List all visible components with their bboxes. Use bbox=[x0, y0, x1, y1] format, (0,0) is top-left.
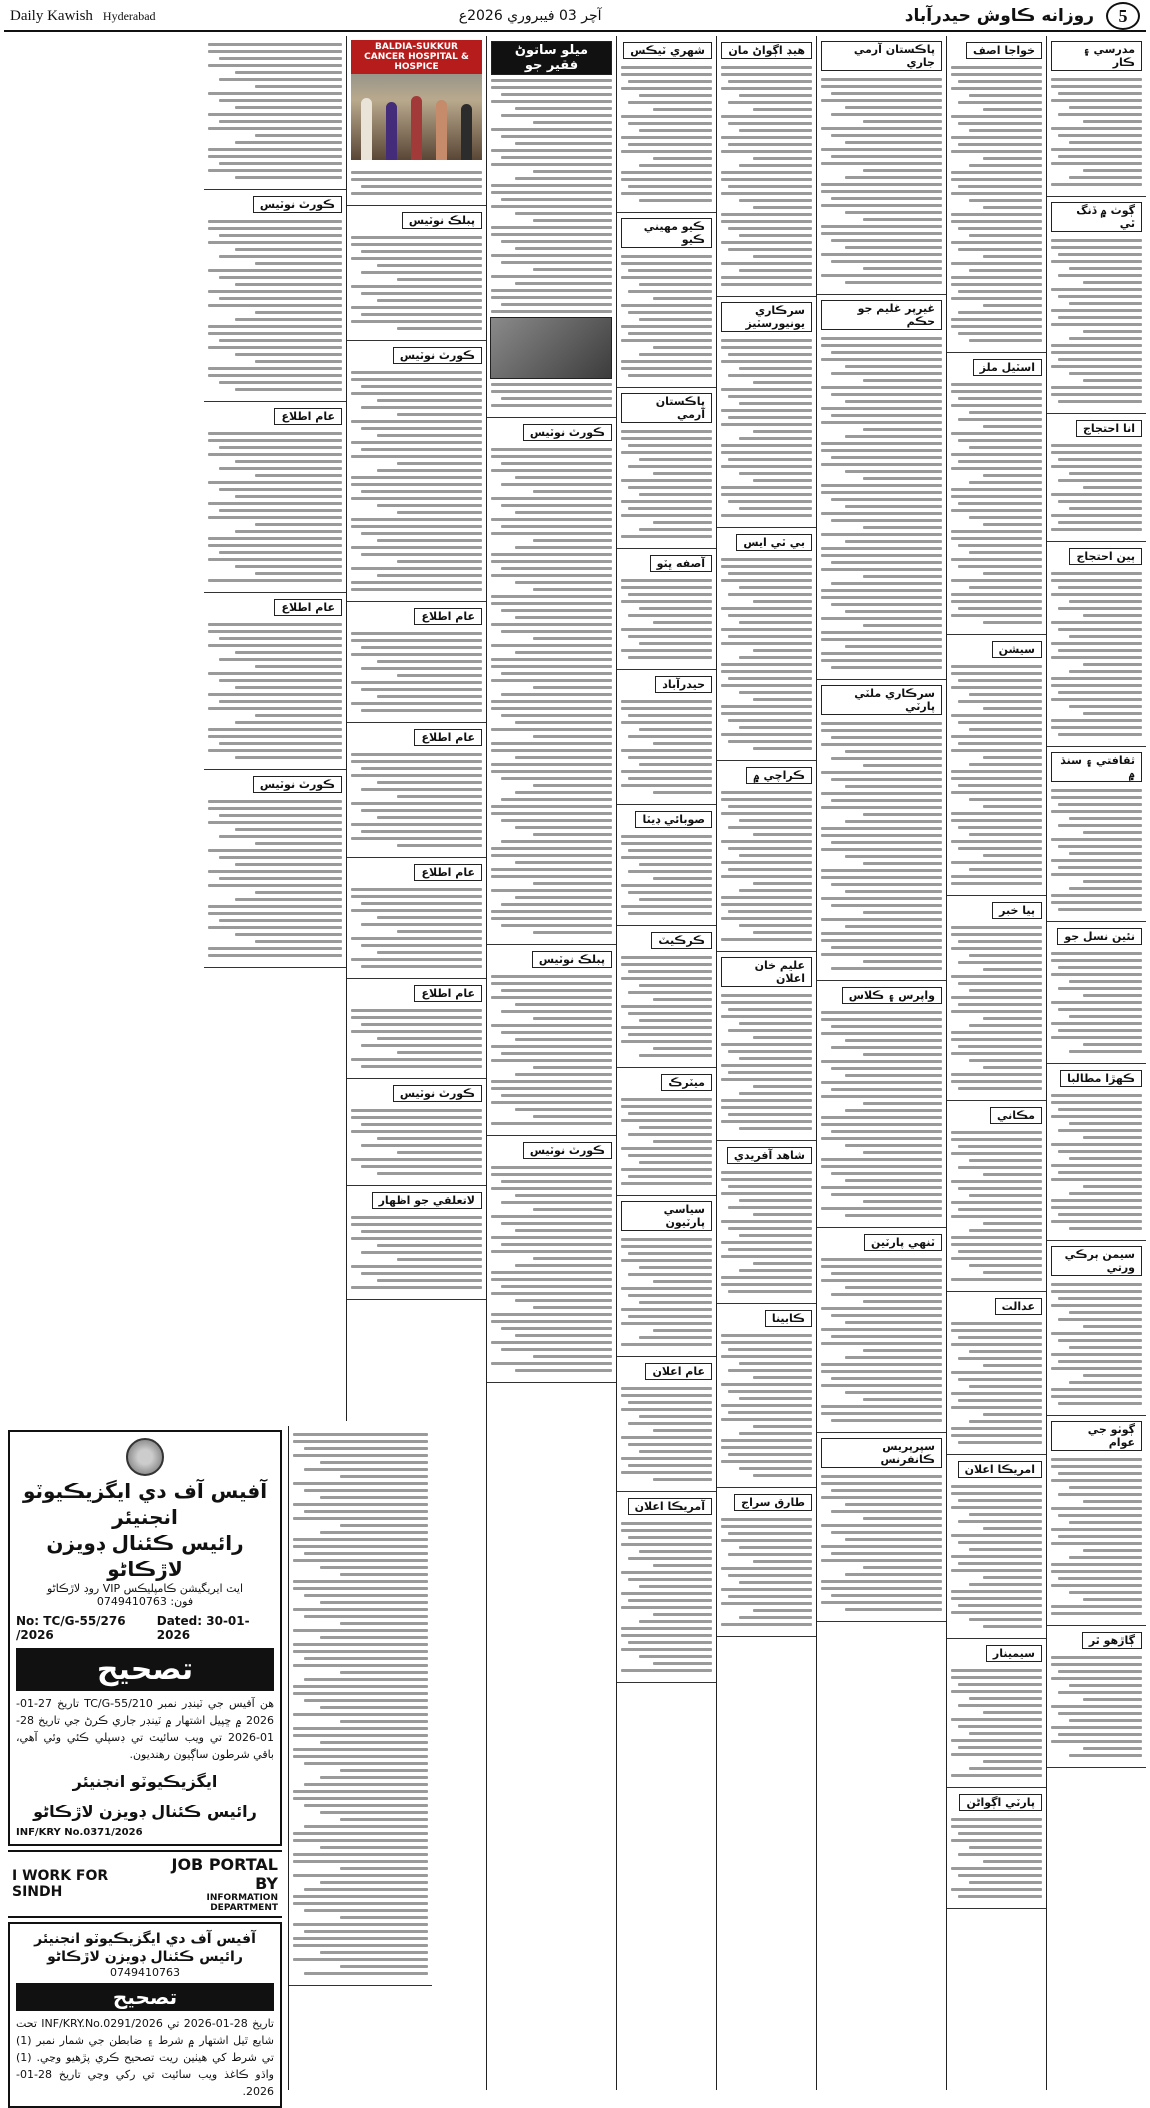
headline: ڪيو مهيني ڪيو bbox=[621, 218, 712, 248]
portal-left-text: I WORK FOR SINDH bbox=[12, 1868, 109, 1900]
headline: ڪورٽ نوٽيس bbox=[523, 1142, 612, 1159]
headline: ڪورٽ نوٽيس bbox=[393, 347, 482, 364]
headline: سرڪاري ملٽي پارٽي bbox=[821, 685, 942, 715]
headline: پبلڪ نوٽيس bbox=[402, 212, 482, 229]
headline: پبلڪ نوٽيس bbox=[532, 951, 612, 968]
headline: ٽنهي پارٽين bbox=[864, 1234, 942, 1251]
headline: ڪرڪيٽ bbox=[651, 932, 712, 949]
tender2-office-line1: آفيس آف دي ايگزيڪيوٽو انجنيئر bbox=[34, 1931, 256, 1947]
headline: ڪابينا bbox=[765, 1310, 812, 1327]
headline: عام اعلان bbox=[645, 1363, 712, 1380]
headline: عام اطلاع bbox=[274, 408, 342, 425]
tender-notice-2 bbox=[8, 1922, 282, 2108]
column-7 bbox=[346, 36, 486, 1421]
headline: عام اطلاع bbox=[274, 599, 342, 616]
hospital-ad-photo bbox=[351, 40, 482, 160]
headline-feature: ميلو ساتوڻ فقير جو bbox=[491, 41, 612, 75]
headline: غيرپر غليم جو حڪم bbox=[821, 300, 942, 330]
headline: عام اطلاع bbox=[414, 608, 482, 625]
tender-office-line1: آفيس آف دي ايگزيڪيوٽو انجنيئر bbox=[22, 1479, 268, 1529]
headline: آمريڪا اعلان bbox=[628, 1498, 712, 1515]
tender-notice-1 bbox=[8, 1430, 282, 1846]
headline: ڪورٽ نوٽيس bbox=[523, 424, 612, 441]
headline: پاڪستان آرمي جاري bbox=[821, 41, 942, 71]
column-6 bbox=[486, 36, 616, 2090]
headline: ٻيا خبر bbox=[992, 902, 1042, 919]
column-4 bbox=[716, 36, 816, 2090]
headline: پارٽي اڳواڻن bbox=[959, 1794, 1042, 1811]
headline: آصفه ڀٽو bbox=[650, 555, 712, 572]
correction-text: هن آفيس جي ٽينڊر نمبر TC/G-55/210 تاريخ 27-01-2026 ۾ ڇپيل اشتهار ۾ ٽينڊر جاري ڪرڻ جي تاريخ 28-01-2026 تي ويب سائيٽ تي ڊسپلي ڪئي وئي آهي، باقي شرطون ساڳيون رهنديون. bbox=[16, 1697, 274, 1761]
headline: طارق سراج bbox=[734, 1494, 812, 1511]
headline: ميٽرڪ bbox=[661, 1074, 712, 1091]
headline: ٻين احتجاج bbox=[1069, 548, 1142, 565]
headline: ڪورٽ نوٽيس bbox=[253, 196, 342, 213]
headline: نئين نسل جو bbox=[1057, 928, 1142, 945]
page-number: 5 bbox=[1106, 2, 1140, 30]
paper-name-english: Daily Kawish bbox=[10, 7, 93, 24]
tender2-correction-title: تصحيح bbox=[16, 1983, 274, 2011]
headline: شاهد آفريدي bbox=[727, 1147, 812, 1164]
headline: ڪراچي ۾ bbox=[746, 767, 812, 784]
city-english: Hyderabad bbox=[102, 8, 156, 23]
headline: سيمن ٻرڪي ورتي bbox=[1051, 1246, 1142, 1276]
masthead bbox=[4, 2, 1146, 32]
headline: عام اطلاع bbox=[414, 985, 482, 1002]
headline: سيشن bbox=[992, 641, 1042, 658]
headline: اسٽيل ملز bbox=[973, 359, 1042, 376]
portal-right-text bbox=[149, 1855, 278, 1913]
ad-banner-text: BALDIA-SUKKUR CANCER HOSPITAL & HOSPICE bbox=[351, 40, 482, 74]
tender-office-line2: رائيس ڪئنال ڊويزن لاڙڪاڻو bbox=[46, 1531, 244, 1581]
headline: لاتعلقي جو اظهار bbox=[372, 1192, 482, 1209]
headline: مدرسي ۽ ڪار bbox=[1051, 41, 1142, 71]
lower-notice-column bbox=[288, 1426, 432, 2090]
portal-right-sub: INFORMATION DEPARTMENT bbox=[206, 1893, 278, 1913]
tender-sign-line1: ايگزيڪيوٽو انجنيئر bbox=[72, 1772, 218, 1791]
tender2-office-line2: رائيس ڪئنال ڊويزن لاڙڪاڻو bbox=[47, 1949, 243, 1965]
headline: ڳوٺو جي عوام bbox=[1051, 1421, 1142, 1451]
headline: عام اطلاع bbox=[414, 864, 482, 881]
headline: سپرپريس ڪانفرنس bbox=[821, 1438, 942, 1468]
portrait-photo bbox=[490, 317, 612, 379]
tender-phone: فون: 0749410763 bbox=[96, 1595, 194, 1608]
headline: عليم خان اعلان bbox=[721, 957, 812, 987]
headline: سياسي پارٽيون bbox=[621, 1201, 712, 1231]
headline: ثقافتي ۽ سنڌ ۾ bbox=[1051, 752, 1142, 782]
column-3 bbox=[816, 36, 946, 2090]
issue-date: آچر 03 فيبروري 2026ع bbox=[458, 8, 602, 24]
headline: ڳاڙهو ٿر bbox=[1082, 1632, 1142, 1649]
headline: ڪهڙا مطالبا bbox=[1060, 1070, 1142, 1087]
inf-ref: INF/KRY No.0371/2026 bbox=[16, 1827, 143, 1838]
headline: عام اطلاع bbox=[414, 729, 482, 746]
headline: مڪاني bbox=[990, 1107, 1042, 1124]
paper-name-sindhi: روزانه ڪاوش حيدرآباد bbox=[904, 6, 1094, 26]
tender-meta bbox=[16, 1614, 274, 1642]
headline: انا احتجاج bbox=[1076, 420, 1142, 437]
headline: حيدرآباد bbox=[655, 676, 712, 693]
headline: سيمينار bbox=[986, 1645, 1042, 1662]
column-5 bbox=[616, 36, 716, 2090]
tender-sign-line2: رائيس ڪئنال ڊويزن لاڙڪاڻو bbox=[33, 1802, 257, 1821]
headline: پاڪستان آرمي bbox=[621, 393, 712, 423]
headline: خواجا اصف bbox=[966, 42, 1042, 59]
job-portal-banner bbox=[8, 1850, 282, 1918]
column-2 bbox=[946, 36, 1046, 2090]
headline: واپرس ۽ ڪلاس bbox=[842, 987, 942, 1004]
tender2-correction-text: تاريخ 28-01-2026 تي INF/KRY.No.0291/2026 تحت شايع ٿيل اشتهار ۾ شرط ۽ ضابطن جي شمار نمبر (1) تي شرط کي هيٺين ريت تصحيح ڪري پڙهيو وڃي. (1) واڌو ڪاغذ ويب سائيٽ تي رکي وڃي تاريخ 28-01-2026. bbox=[16, 2017, 274, 2098]
headline: ڪورٽ نوٽيس bbox=[253, 776, 342, 793]
tender-dated: Dated: 30-01-2026 bbox=[156, 1614, 250, 1642]
headline: هيڊ اڳواڻ مان bbox=[721, 42, 812, 59]
tender-ref-no: No: TC/G-55/276 /2026 bbox=[16, 1614, 126, 1642]
headline: سرڪاري يونيورسٽيز bbox=[721, 302, 812, 332]
correction-title: تصحيح bbox=[16, 1648, 274, 1691]
masthead-sindhi bbox=[905, 2, 1140, 30]
headline: عدالت bbox=[995, 1298, 1042, 1315]
headline: صوبائي ڊيٽا bbox=[635, 811, 712, 828]
headline: ڳوٺ ۾ ڏنگ ٿي bbox=[1051, 202, 1142, 232]
column-8 bbox=[204, 36, 346, 1421]
masthead-english bbox=[10, 8, 156, 25]
tender-ads-area bbox=[4, 1426, 286, 2098]
sindh-government-emblem-icon bbox=[126, 1438, 164, 1476]
tender2-phone: 0749410763 bbox=[110, 1966, 180, 1979]
headline: ڪورٽ نوٽيس bbox=[393, 1085, 482, 1102]
portal-right-title: JOB PORTAL BY bbox=[171, 1855, 278, 1893]
headline: امريڪا اعلان bbox=[958, 1461, 1042, 1478]
headline: شهري ٽيڪس bbox=[623, 42, 712, 59]
headline: بي ٽي ايس bbox=[736, 534, 812, 551]
column-1 bbox=[1046, 36, 1146, 2090]
tender-address: ايٽ ايريگيشن ڪامپليڪس VIP روڊ لاڙڪاڻو bbox=[46, 1582, 244, 1595]
